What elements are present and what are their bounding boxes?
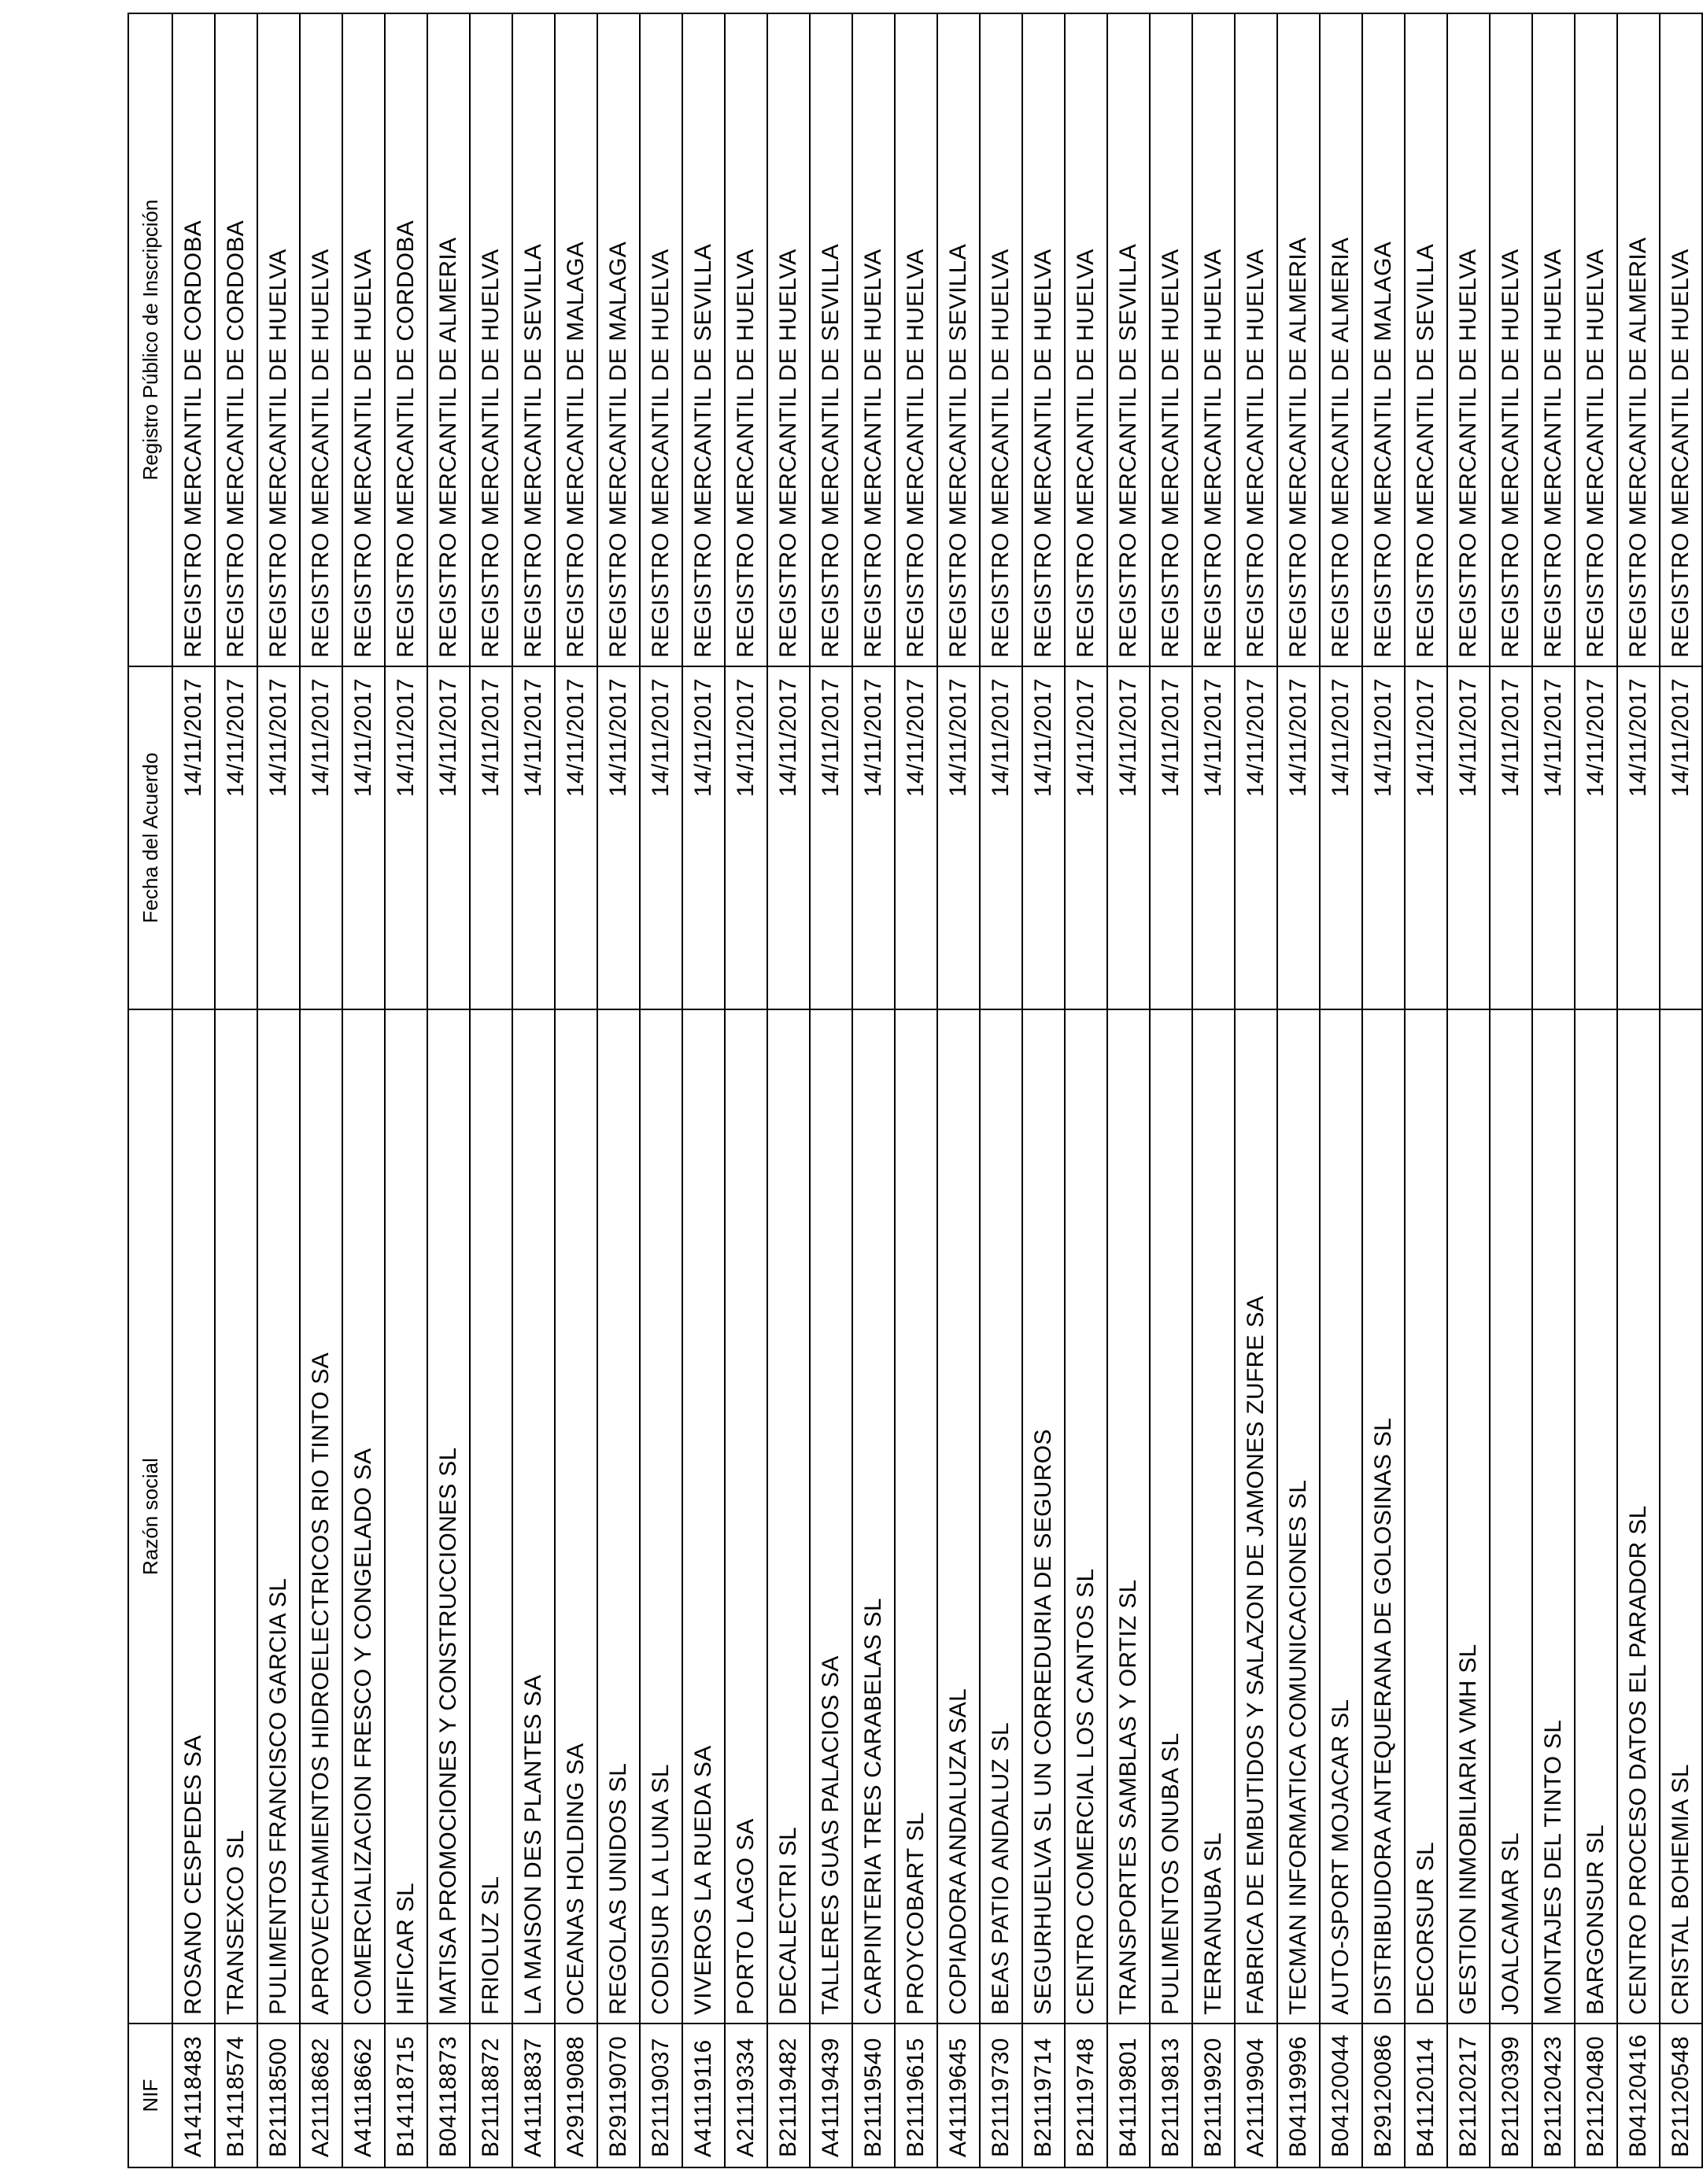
cell-fecha-acuerdo: 14/11/2017 xyxy=(300,666,342,1009)
cell-registro: REGISTRO MERCANTIL DE HUELVA xyxy=(1192,13,1235,666)
cell-fecha-acuerdo: 14/11/2017 xyxy=(512,666,555,1009)
cell-nif: B14118715 xyxy=(385,2024,427,2167)
cell-fecha-acuerdo: 14/11/2017 xyxy=(1065,666,1107,1009)
cell-registro: REGISTRO MERCANTIL DE ALMERIA xyxy=(1617,13,1660,666)
table-row xyxy=(1235,13,1277,2167)
cell-fecha-acuerdo: 14/11/2017 xyxy=(172,666,215,1009)
header-nif: NIF xyxy=(128,2024,172,2167)
table-row xyxy=(427,13,470,2167)
cell-registro: REGISTRO MERCANTIL DE HUELVA xyxy=(725,13,767,666)
cell-razon-social: VIVEROS LA RUEDA SA xyxy=(682,1009,725,2024)
table-row xyxy=(682,13,725,2167)
cell-fecha-acuerdo: 14/11/2017 xyxy=(1447,666,1490,1009)
cell-razon-social: MONTAJES DEL TINTO SL xyxy=(1532,1009,1575,2024)
cell-fecha-acuerdo: 14/11/2017 xyxy=(1277,666,1320,1009)
table-row xyxy=(1065,13,1107,2167)
cell-razon-social: FABRICA DE EMBUTIDOS Y SALAZON DE JAMONES ZUFRE SA xyxy=(1235,1009,1277,2024)
cell-nif: B21119813 xyxy=(1150,2024,1192,2167)
cell-fecha-acuerdo: 14/11/2017 xyxy=(1022,666,1065,1009)
cell-nif: B04119996 xyxy=(1277,2024,1320,2167)
table-row xyxy=(1320,13,1362,2167)
cell-nif: B21119748 xyxy=(1065,2024,1107,2167)
table-row xyxy=(767,13,810,2167)
cell-nif: B21120399 xyxy=(1490,2024,1532,2167)
table-row xyxy=(1107,13,1150,2167)
table-row xyxy=(215,13,257,2167)
cell-registro: REGISTRO MERCANTIL DE ALMERIA xyxy=(427,13,470,666)
cell-nif: A41118662 xyxy=(342,2024,385,2167)
cell-razon-social: ROSANO CESPEDES SA xyxy=(172,1009,215,2024)
cell-registro: REGISTRO MERCANTIL DE MALAGA xyxy=(597,13,640,666)
cell-registro: REGISTRO MERCANTIL DE SEVILLA xyxy=(810,13,852,666)
table-row xyxy=(257,13,300,2167)
cell-razon-social: CRISTAL BOHEMIA SL xyxy=(1660,1009,1702,2024)
cell-nif: A41119116 xyxy=(682,2024,725,2167)
cell-nif: A21118682 xyxy=(300,2024,342,2167)
cell-razon-social: OCEANAS HOLDING SA xyxy=(555,1009,597,2024)
cell-razon-social: FRIOLUZ SL xyxy=(470,1009,512,2024)
cell-fecha-acuerdo: 14/11/2017 xyxy=(1107,666,1150,1009)
cell-registro: REGISTRO MERCANTIL DE HUELVA xyxy=(257,13,300,666)
table-row xyxy=(895,13,937,2167)
cell-fecha-acuerdo: 14/11/2017 xyxy=(640,666,682,1009)
cell-nif: A21119904 xyxy=(1235,2024,1277,2167)
cell-nif: B21120423 xyxy=(1532,2024,1575,2167)
cell-nif: A41119645 xyxy=(937,2024,980,2167)
cell-razon-social: TECMAN INFORMATICA COMUNICACIONES SL xyxy=(1277,1009,1320,2024)
table-row xyxy=(1022,13,1065,2167)
cell-fecha-acuerdo: 14/11/2017 xyxy=(767,666,810,1009)
cell-fecha-acuerdo: 14/11/2017 xyxy=(1575,666,1617,1009)
cell-registro: REGISTRO MERCANTIL DE ALMERIA xyxy=(1277,13,1320,666)
cell-registro: REGISTRO MERCANTIL DE HUELVA xyxy=(895,13,937,666)
cell-fecha-acuerdo: 14/11/2017 xyxy=(895,666,937,1009)
cell-registro: REGISTRO MERCANTIL DE HUELVA xyxy=(980,13,1022,666)
cell-registro: REGISTRO MERCANTIL DE HUELVA xyxy=(470,13,512,666)
table-row xyxy=(342,13,385,2167)
cell-registro: REGISTRO MERCANTIL DE ALMERIA xyxy=(1320,13,1362,666)
cell-fecha-acuerdo: 14/11/2017 xyxy=(1532,666,1575,1009)
cell-nif: B41120114 xyxy=(1405,2024,1447,2167)
cell-nif: B04120416 xyxy=(1617,2024,1660,2167)
cell-nif: A14118483 xyxy=(172,2024,215,2167)
cell-razon-social: PROYCOBART SL xyxy=(895,1009,937,2024)
table-row xyxy=(1447,13,1490,2167)
cell-razon-social: CARPINTERIA TRES CARABELAS SL xyxy=(852,1009,895,2024)
cell-fecha-acuerdo: 14/11/2017 xyxy=(342,666,385,1009)
cell-razon-social: TRANSPORTES SAMBLAS Y ORTIZ SL xyxy=(1107,1009,1150,2024)
cell-nif: B04120044 xyxy=(1320,2024,1362,2167)
cell-registro: REGISTRO MERCANTIL DE HUELVA xyxy=(1065,13,1107,666)
cell-nif: B21118500 xyxy=(257,2024,300,2167)
cell-fecha-acuerdo: 14/11/2017 xyxy=(215,666,257,1009)
cell-registro: REGISTRO MERCANTIL DE HUELVA xyxy=(1235,13,1277,666)
cell-fecha-acuerdo: 14/11/2017 xyxy=(555,666,597,1009)
table-row xyxy=(810,13,852,2167)
table-row xyxy=(980,13,1022,2167)
cell-nif: B21119730 xyxy=(980,2024,1022,2167)
cell-razon-social: MATISA PROMOCIONES Y CONSTRUCCIONES SL xyxy=(427,1009,470,2024)
cell-fecha-acuerdo: 14/11/2017 xyxy=(725,666,767,1009)
cell-fecha-acuerdo: 14/11/2017 xyxy=(1320,666,1362,1009)
cell-razon-social: CENTRO PROCESO DATOS EL PARADOR SL xyxy=(1617,1009,1660,2024)
cell-fecha-acuerdo: 14/11/2017 xyxy=(1405,666,1447,1009)
cell-razon-social: REGOLAS UNIDOS SL xyxy=(597,1009,640,2024)
table-row xyxy=(1277,13,1320,2167)
table-row xyxy=(1362,13,1405,2167)
table-row xyxy=(385,13,427,2167)
cell-razon-social: TERRANUBA SL xyxy=(1192,1009,1235,2024)
table-row xyxy=(640,13,682,2167)
cell-nif: B21119037 xyxy=(640,2024,682,2167)
cell-razon-social: LA MAISON DES PLANTES SA xyxy=(512,1009,555,2024)
header-fecha-acuerdo: Fecha del Acuerdo xyxy=(128,666,172,1009)
table-row xyxy=(300,13,342,2167)
cell-fecha-acuerdo: 14/11/2017 xyxy=(1150,666,1192,1009)
cell-registro: REGISTRO MERCANTIL DE HUELVA xyxy=(300,13,342,666)
cell-nif: B14118574 xyxy=(215,2024,257,2167)
cell-fecha-acuerdo: 14/11/2017 xyxy=(1235,666,1277,1009)
cell-nif: B21118872 xyxy=(470,2024,512,2167)
cell-registro: REGISTRO MERCANTIL DE MALAGA xyxy=(555,13,597,666)
cell-nif: B21120480 xyxy=(1575,2024,1617,2167)
document-page xyxy=(127,14,1694,2168)
cell-fecha-acuerdo: 14/11/2017 xyxy=(937,666,980,1009)
cell-registro: REGISTRO MERCANTIL DE HUELVA xyxy=(1022,13,1065,666)
table-row xyxy=(1192,13,1235,2167)
table-row xyxy=(470,13,512,2167)
table-row xyxy=(597,13,640,2167)
cell-nif: B04118873 xyxy=(427,2024,470,2167)
cell-razon-social: TRANSEXCO SL xyxy=(215,1009,257,2024)
table-row xyxy=(1617,13,1660,2167)
cell-nif: B21119482 xyxy=(767,2024,810,2167)
cell-registro: REGISTRO MERCANTIL DE HUELVA xyxy=(767,13,810,666)
cell-fecha-acuerdo: 14/11/2017 xyxy=(1617,666,1660,1009)
cell-registro: REGISTRO MERCANTIL DE HUELVA xyxy=(1660,13,1702,666)
cell-registro: REGISTRO MERCANTIL DE CORDOBA xyxy=(215,13,257,666)
cell-registro: REGISTRO MERCANTIL DE HUELVA xyxy=(1447,13,1490,666)
cell-registro: REGISTRO MERCANTIL DE SEVILLA xyxy=(1107,13,1150,666)
cell-razon-social: PULIMENTOS FRANCISCO GARCIA SL xyxy=(257,1009,300,2024)
cell-nif: A41118837 xyxy=(512,2024,555,2167)
cell-registro: REGISTRO MERCANTIL DE CORDOBA xyxy=(172,13,215,666)
cell-razon-social: COPIADORA ANDALUZA SAL xyxy=(937,1009,980,2024)
table-row xyxy=(852,13,895,2167)
cell-nif: A29119088 xyxy=(555,2024,597,2167)
cell-registro: REGISTRO MERCANTIL DE HUELVA xyxy=(1575,13,1617,666)
cell-razon-social: JOALCAMAR SL xyxy=(1490,1009,1532,2024)
cell-fecha-acuerdo: 14/11/2017 xyxy=(1660,666,1702,1009)
cell-registro: REGISTRO MERCANTIL DE HUELVA xyxy=(1532,13,1575,666)
cell-registro: REGISTRO MERCANTIL DE HUELVA xyxy=(640,13,682,666)
cell-fecha-acuerdo: 14/11/2017 xyxy=(852,666,895,1009)
table-row xyxy=(1575,13,1617,2167)
cell-fecha-acuerdo: 14/11/2017 xyxy=(427,666,470,1009)
cell-nif: A41119439 xyxy=(810,2024,852,2167)
cell-razon-social: CENTRO COMERCIAL LOS CANTOS SL xyxy=(1065,1009,1107,2024)
cell-registro: REGISTRO MERCANTIL DE HUELVA xyxy=(1490,13,1532,666)
cell-registro: REGISTRO MERCANTIL DE HUELVA xyxy=(342,13,385,666)
cell-nif: B29119070 xyxy=(597,2024,640,2167)
cell-razon-social: CODISUR LA LUNA SL xyxy=(640,1009,682,2024)
cell-fecha-acuerdo: 14/11/2017 xyxy=(682,666,725,1009)
cell-fecha-acuerdo: 14/11/2017 xyxy=(1490,666,1532,1009)
cell-razon-social: PULIMENTOS ONUBA SL xyxy=(1150,1009,1192,2024)
cell-nif: B21120217 xyxy=(1447,2024,1490,2167)
header-razon-social: Razón social xyxy=(128,1009,172,2024)
cell-razon-social: DECORSUR SL xyxy=(1405,1009,1447,2024)
table-row xyxy=(1405,13,1447,2167)
cell-registro: REGISTRO MERCANTIL DE MALAGA xyxy=(1362,13,1405,666)
cell-nif: A21119334 xyxy=(725,2024,767,2167)
table-row xyxy=(725,13,767,2167)
cell-razon-social: HIFICAR SL xyxy=(385,1009,427,2024)
cell-razon-social: BARGONSUR SL xyxy=(1575,1009,1617,2024)
cell-razon-social: COMERCIALIZACION FRESCO Y CONGELADO SA xyxy=(342,1009,385,2024)
registry-table xyxy=(127,13,1703,2168)
cell-nif: B29120086 xyxy=(1362,2024,1405,2167)
cell-razon-social: PORTO LAGO SA xyxy=(725,1009,767,2024)
table-row xyxy=(1150,13,1192,2167)
cell-fecha-acuerdo: 14/11/2017 xyxy=(1192,666,1235,1009)
cell-fecha-acuerdo: 14/11/2017 xyxy=(980,666,1022,1009)
table-row xyxy=(1660,13,1702,2167)
cell-razon-social: DECALECTRI SL xyxy=(767,1009,810,2024)
table-row xyxy=(1490,13,1532,2167)
cell-razon-social: TALLERES GUAS PALACIOS SA xyxy=(810,1009,852,2024)
cell-fecha-acuerdo: 14/11/2017 xyxy=(597,666,640,1009)
cell-razon-social: SEGURHUELVA SL UN CORREDURIA DE SEGUROS xyxy=(1022,1009,1065,2024)
cell-nif: B41119801 xyxy=(1107,2024,1150,2167)
cell-razon-social: APROVECHAMIENTOS HIDROELECTRICOS RIO TINTO SA xyxy=(300,1009,342,2024)
cell-razon-social: GESTION INMOBILIARIA VMH SL xyxy=(1447,1009,1490,2024)
cell-registro: REGISTRO MERCANTIL DE CORDOBA xyxy=(385,13,427,666)
cell-razon-social: DISTRIBUIDORA ANTEQUERANA DE GOLOSINAS SL xyxy=(1362,1009,1405,2024)
header-registro: Registro Público de Inscripción xyxy=(128,13,172,666)
cell-nif: B21120548 xyxy=(1660,2024,1702,2167)
cell-registro: REGISTRO MERCANTIL DE HUELVA xyxy=(1150,13,1192,666)
rotated-table-wrapper xyxy=(127,14,1694,2168)
cell-registro: REGISTRO MERCANTIL DE SEVILLA xyxy=(937,13,980,666)
cell-razon-social: BEAS PATIO ANDALUZ SL xyxy=(980,1009,1022,2024)
cell-nif: B21119540 xyxy=(852,2024,895,2167)
table-row xyxy=(555,13,597,2167)
cell-razon-social: AUTO-SPORT MOJACAR SL xyxy=(1320,1009,1362,2024)
cell-registro: REGISTRO MERCANTIL DE SEVILLA xyxy=(512,13,555,666)
table-row xyxy=(1532,13,1575,2167)
cell-fecha-acuerdo: 14/11/2017 xyxy=(1362,666,1405,1009)
table-row xyxy=(937,13,980,2167)
cell-nif: B21119615 xyxy=(895,2024,937,2167)
cell-fecha-acuerdo: 14/11/2017 xyxy=(385,666,427,1009)
table-row xyxy=(512,13,555,2167)
table-row xyxy=(172,13,215,2167)
cell-registro: REGISTRO MERCANTIL DE SEVILLA xyxy=(1405,13,1447,666)
cell-nif: B21119714 xyxy=(1022,2024,1065,2167)
cell-registro: REGISTRO MERCANTIL DE HUELVA xyxy=(852,13,895,666)
table-header-row xyxy=(128,13,172,2167)
cell-fecha-acuerdo: 14/11/2017 xyxy=(257,666,300,1009)
cell-fecha-acuerdo: 14/11/2017 xyxy=(810,666,852,1009)
cell-nif: B21119920 xyxy=(1192,2024,1235,2167)
cell-fecha-acuerdo: 14/11/2017 xyxy=(470,666,512,1009)
cell-registro: REGISTRO MERCANTIL DE SEVILLA xyxy=(682,13,725,666)
